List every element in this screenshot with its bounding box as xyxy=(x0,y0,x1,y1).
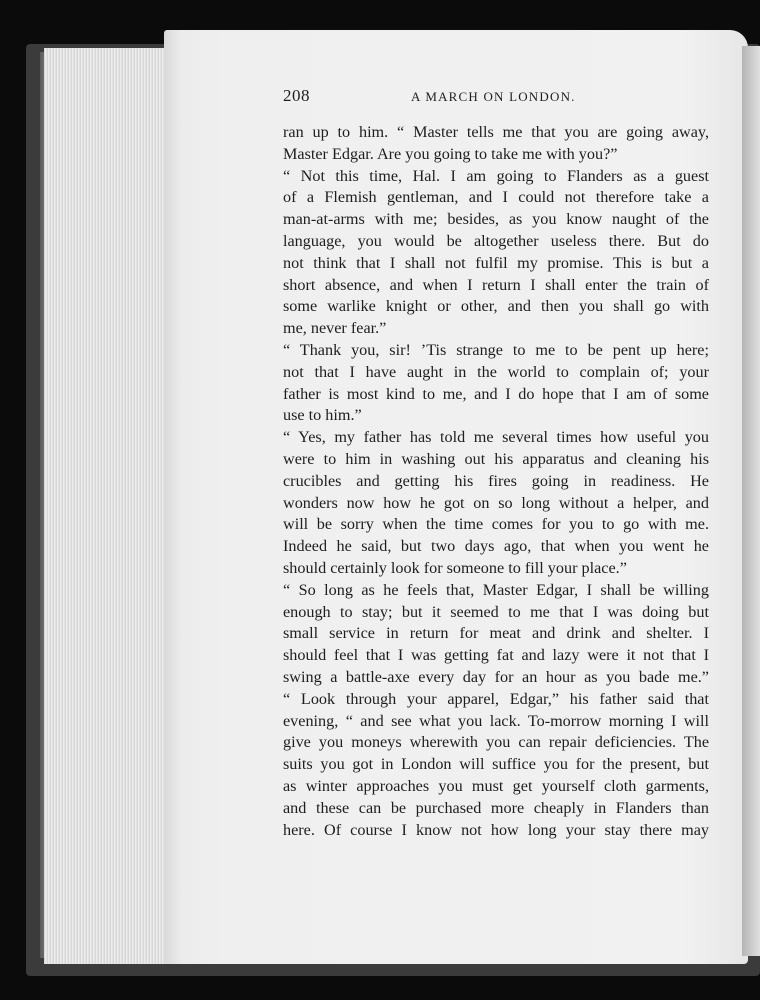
text-line: language, you would be altogether useless there. But do xyxy=(283,231,709,250)
text-line: give you moneys wherewith you can repair deficiencies. The xyxy=(283,733,709,752)
text-line: “ Not this time, Hal. I am going to Flanders as a guest xyxy=(283,166,709,185)
text-line: here. Of course I know not how long your stay there may xyxy=(283,820,709,839)
text-line: “ Yes, my father has told me several times how useful you xyxy=(283,428,709,447)
text-line: short absence, and when I return I shall enter the train of xyxy=(283,275,709,294)
text-line: some warlike knight or other, and then you shall go with xyxy=(283,297,709,316)
text-line: as winter approaches you must get yourself cloth garments, xyxy=(283,776,709,795)
text-line: Master Edgar. Are you going to take me with you?” xyxy=(283,144,618,163)
text-line: should certainly look for someone to fill your place.” xyxy=(283,558,627,577)
text-line: “ Look through your apparel, Edgar,” his father said that xyxy=(283,689,709,708)
text-line: me, never fear.” xyxy=(283,319,387,338)
text-line: enough to stay; but it seemed to me that I was doing but xyxy=(283,602,709,621)
text-line: will be sorry when the time comes for you to go with me. xyxy=(283,515,709,534)
text-line: small service in return for meat and drink and shelter. I xyxy=(283,624,709,643)
body-text xyxy=(283,122,709,841)
text-line: and these can be purchased more cheaply in Flanders than xyxy=(283,798,709,817)
text-line: “ Thank you, sir! ’Tis strange to me to be pent up here; xyxy=(283,340,709,359)
text-line: not think that I shall not fulfil my promise. This is but a xyxy=(283,253,709,272)
text-line: swing a battle-axe every day for an hour as you bade me.” xyxy=(283,667,709,686)
text-line: ran up to him. “ Master tells me that you are going away, xyxy=(283,123,709,141)
text-line: suits you got in London will suffice you for the present, but xyxy=(283,755,709,774)
facing-page-edge xyxy=(742,46,760,956)
text-line: use to him.” xyxy=(283,406,362,425)
running-head: A MARCH ON LONDON. xyxy=(411,89,576,104)
page-number: 208 xyxy=(283,86,310,105)
text-line: man-at-arms with me; besides, as you know naught of the xyxy=(283,210,709,229)
page-header xyxy=(283,86,707,110)
text-line: “ So long as he feels that, Master Edgar, I shall be willing xyxy=(283,580,709,599)
text-line: evening, “ and see what you lack. To-morrow morning I will xyxy=(283,711,709,730)
text-line: of a Flemish gentleman, and I could not therefore take a xyxy=(283,188,709,207)
text-line: father is most kind to me, and I do hope that I am of some xyxy=(283,384,709,403)
page-stack-edges xyxy=(44,48,170,964)
text-line: wonders now how he got on so long without a helper, and xyxy=(283,493,709,512)
text-line: Indeed he said, but two days ago, that when you went he xyxy=(283,537,709,556)
text-line: were to him in washing out his apparatus and cleaning his xyxy=(283,449,709,468)
text-line: crucibles and getting his fires going in readiness. He xyxy=(283,471,709,490)
text-line: should feel that I was getting fat and lazy were it not that I xyxy=(283,646,709,665)
text-line: not that I have aught in the world to complain of; your xyxy=(283,362,709,381)
